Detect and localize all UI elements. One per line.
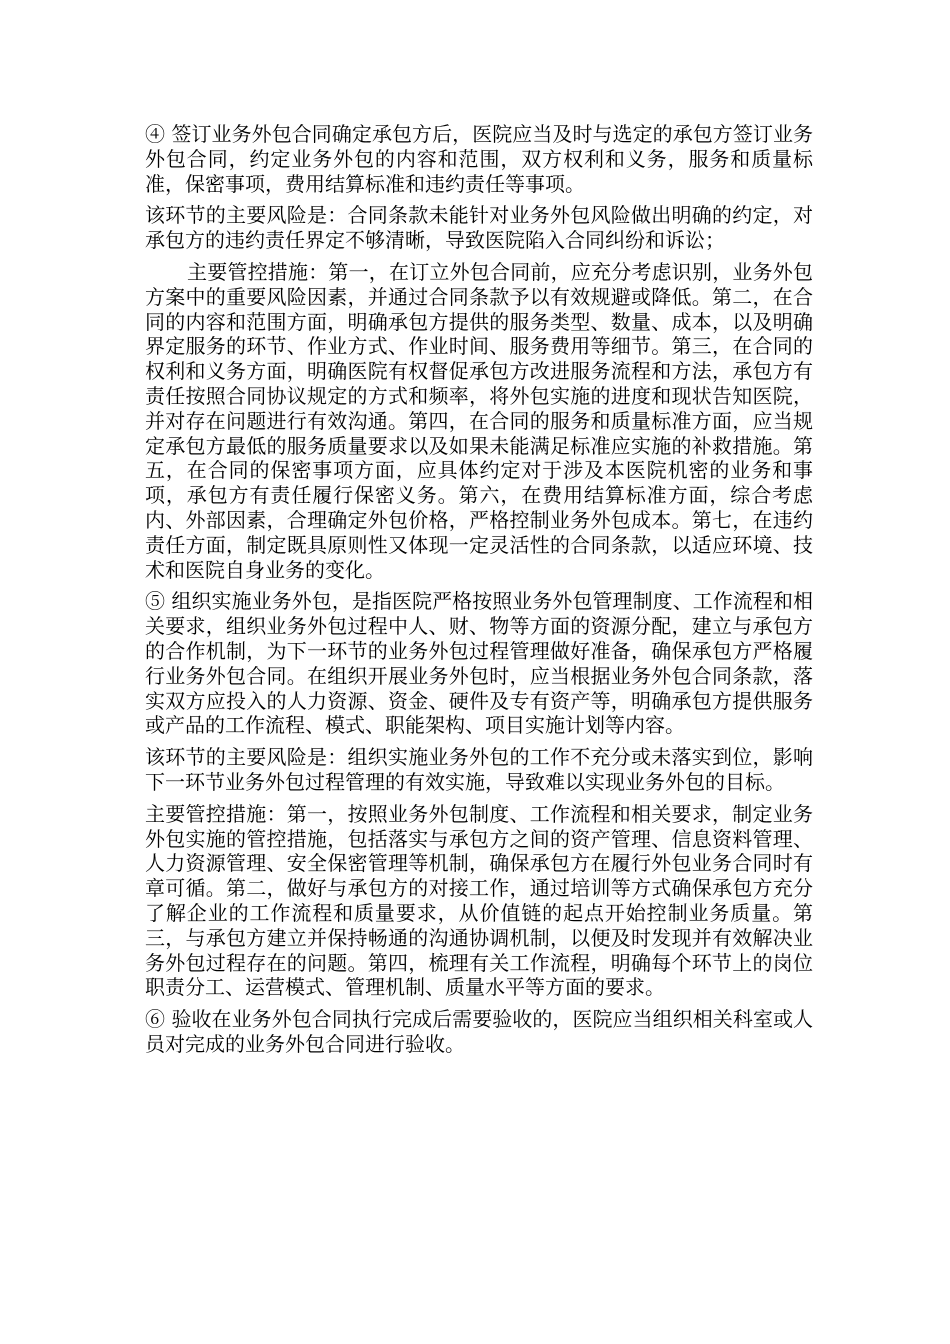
paragraph-acceptance: ⑥ 验收在业务外包合同执行完成后需要验收的，医院应当组织相关科室或人员对完成的业务外包合同进行验收。 xyxy=(145,1007,813,1056)
paragraph-implementation-controls: 主要管控措施：第一，按照业务外包制度、工作流程和相关要求，制定业务外包实施的管控措施，包括落实与承包方之间的资产管理、信息资料管理、人力资源管理、安全保密管理等机制，确保承包方在履行外包业务合同时有章可循。第二，做好与承包方的对接工作，通过培训等方式确保承包方充分了解企业的工作流程和质量要求，从价值链的起点开始控制业务质量。第三，与承包方建立并保持畅通的沟通协调机制，以便及时发现并有效解决业务外包过程存在的问题。第四，梳理有关工作流程，明确每个环节上的岗位职责分工、运营模式、管理机制、质量水平等方面的要求。 xyxy=(145,801,813,1000)
paragraph-contract-controls: 主要管控措施：第一，在订立外包合同前，应充分考虑识别，业务外包方案中的重要风险因素，并通过合同条款予以有效规避或降低。第二，在合同的内容和范围方面，明确承包方提供的服务类型、数量、成本，以及明确界定服务的环节、作业方式、作业时间、服务费用等细节。第三，在合同的权利和义务方面，明确医院有权督促承包方改进服务流程和方法，承包方有责任按照合同协议规定的方式和频率，将外包实施的进度和现状告知医院，并对存在问题进行有效沟通。第四，在合同的服务和质量标准方面，应当规定承包方最低的服务质量要求以及如果未能满足标准应实施的补救措施。第五，在合同的保密事项方面，应具体约定对于涉及本医院机密的业务和事项，承包方有责任履行保密义务。第六，在费用结算标准方面，综合考虑内、外部因素，合理确定外包价格，严格控制业务外包成本。第七，在违约责任方面，制定既具原则性又体现一定灵活性的合同条款，以适应环境、技术和医院自身业务的变化。 xyxy=(145,259,813,582)
paragraph-contract-signing: ④ 签订业务外包合同确定承包方后，医院应当及时与选定的承包方签订业务外包合同，约定业务外包的内容和范围，双方权利和义务，服务和质量标准，保密事项，费用结算标准和违约责任等事项。 xyxy=(145,122,813,196)
document-page xyxy=(145,122,813,1064)
paragraph-implementation: ⑤ 组织实施业务外包，是指医院严格按照业务外包管理制度、工作流程和相关要求，组织业务外包过程中人、财、物等方面的资源分配，建立与承包方的合作机制，为下一环节的业务外包过程管理做好准备，确保承包方严格履行业务外包合同。在组织开展业务外包时，应当根据业务外包合同条款，落实双方应投入的人力资源、资金、硬件及专有资产等，明确承包方提供服务或产品的工作流程、模式、职能架构、项目实施计划等内容。 xyxy=(145,589,813,738)
paragraph-contract-risk: 该环节的主要风险是：合同条款未能针对业务外包风险做出明确的约定，对承包方的违约责任界定不够清晰，导致医院陷入合同纠纷和诉讼； xyxy=(145,203,813,253)
paragraph-implementation-risk: 该环节的主要风险是：组织实施业务外包的工作不充分或未落实到位，影响下一环节业务外包过程管理的有效实施，导致难以实现业务外包的目标。 xyxy=(145,745,813,794)
